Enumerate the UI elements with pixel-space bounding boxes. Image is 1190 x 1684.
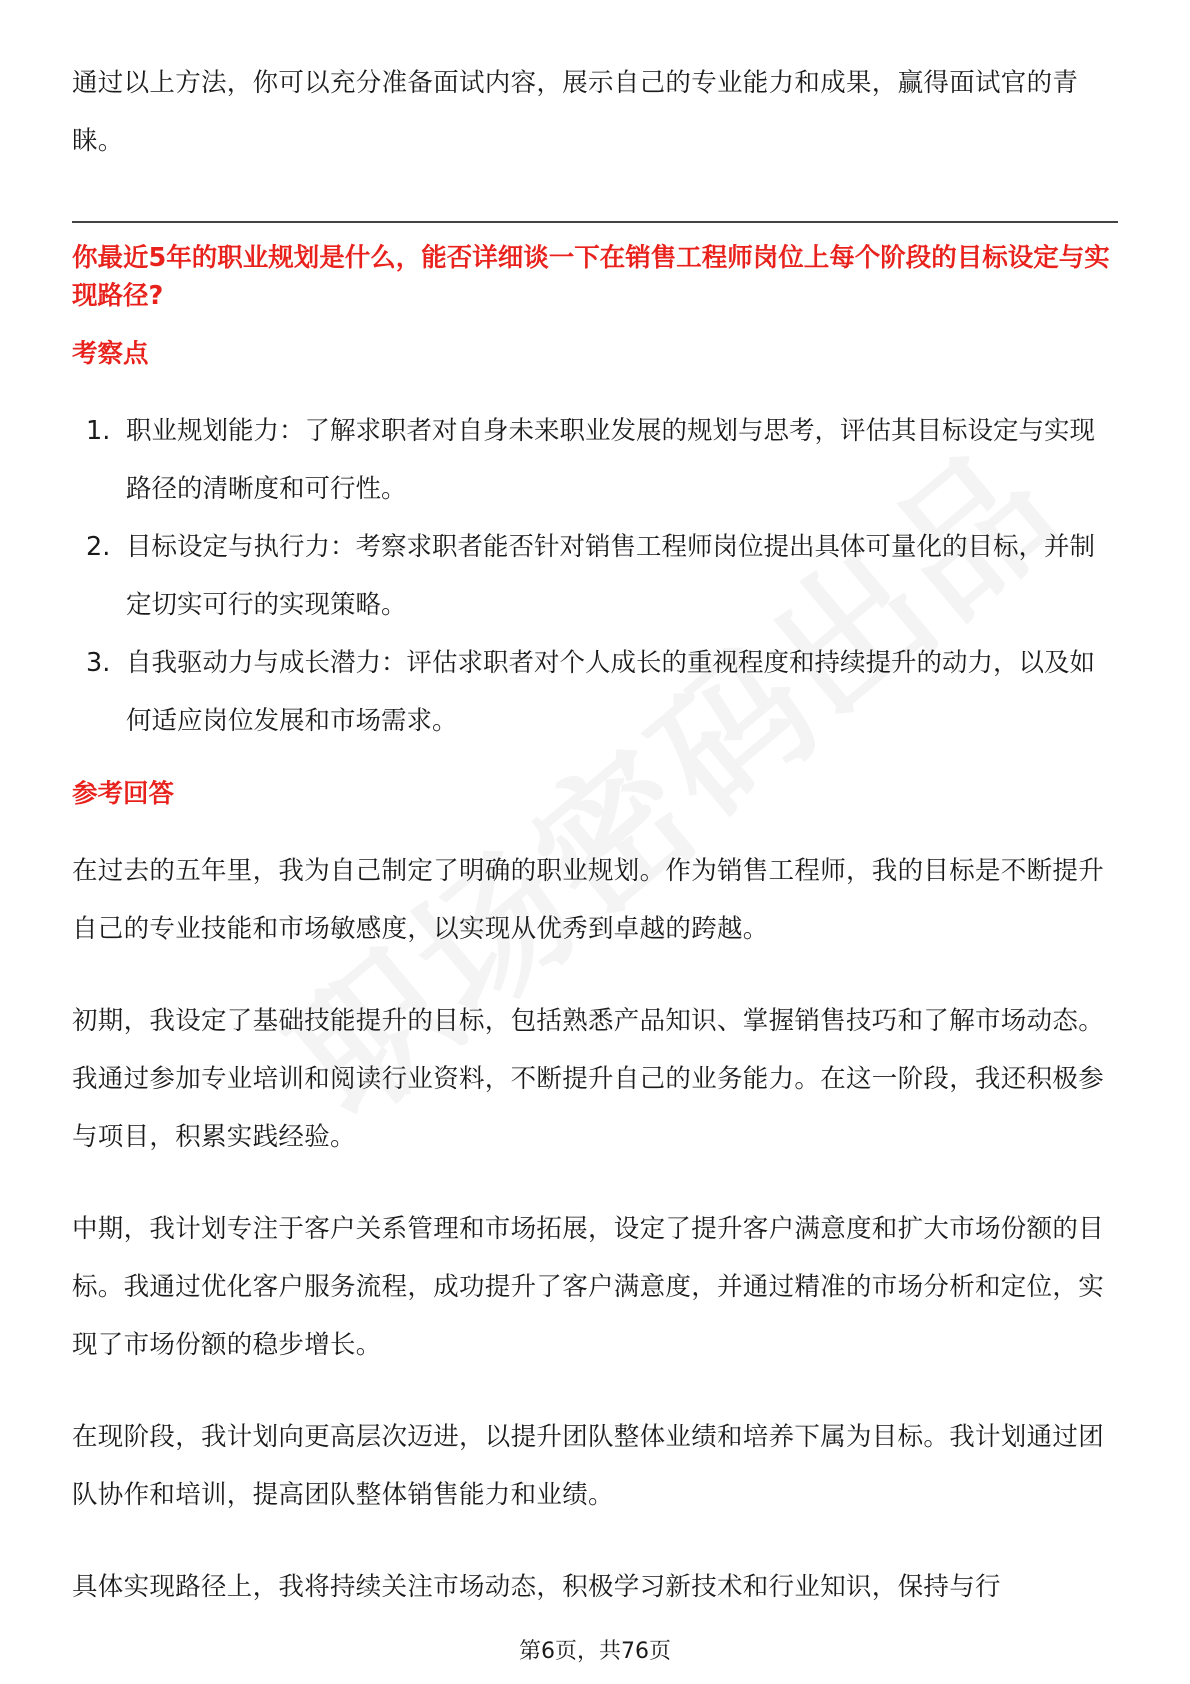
answer-paragraph: 在过去的五年里，我为自己制定了明确的职业规划。作为销售工程师，我的目标是不断提升自己的专业技能和市场敏感度，以实现从优秀到卓越的跨越。	[72, 856, 1105, 944]
list-item	[72, 518, 1118, 634]
assessment-points-heading: 考察点	[72, 339, 149, 369]
list-item-number: 1.	[86, 416, 111, 446]
list-item-number: 2.	[86, 532, 111, 562]
list-item	[72, 402, 1118, 518]
answer-paragraph: 具体实现路径上，我将持续关注市场动态，积极学习新技术和行业知识，保持与行	[72, 1572, 1001, 1602]
intro-paragraph: 通过以上方法，你可以充分准备面试内容，展示自己的专业能力和成果，赢得面试官的青睐。	[72, 68, 1079, 156]
section-divider	[72, 221, 1118, 223]
answer-paragraph: 中期，我计划专注于客户关系管理和市场拓展，设定了提升客户满意度和扩大市场份额的目标。我通过优化客户服务流程，成功提升了客户满意度，并通过精准的市场分析和定位，实现了市场份额的稳步增长。	[72, 1214, 1105, 1360]
list-item-text: 目标设定与执行力：考察求职者能否针对销售工程师岗位提出具体可量化的目标，并制定切实可行的实现策略。	[126, 532, 1096, 620]
list-item	[72, 634, 1118, 750]
list-item-text: 职业规划能力：了解求职者对自身未来职业发展的规划与思考，评估其目标设定与实现路径的清晰度和可行性。	[126, 416, 1096, 504]
question-title: 你最近5年的职业规划是什么，能否详细谈一下在销售工程师岗位上每个阶段的目标设定与实现路径?	[72, 243, 1110, 311]
list-item-text: 自我驱动力与成长潜力：评估求职者对个人成长的重视程度和持续提升的动力，以及如何适应岗位发展和市场需求。	[126, 648, 1096, 736]
reference-answer-heading: 参考回答	[72, 779, 175, 809]
answer-paragraph: 在现阶段，我计划向更高层次迈进，以提升团队整体业绩和培养下属为目标。我计划通过团队协作和培训，提高团队整体销售能力和业绩。	[72, 1422, 1105, 1510]
list-item-number: 3.	[86, 648, 111, 678]
assessment-points-list	[72, 402, 1118, 750]
page-number-footer: 第6页，共76页	[519, 1639, 671, 1664]
answer-paragraph: 初期，我设定了基础技能提升的目标，包括熟悉产品知识、掌握销售技巧和了解市场动态。我通过参加专业培训和阅读行业资料，不断提升自己的业务能力。在这一阶段，我还积极参与项目，积累实践经验。	[72, 1006, 1105, 1152]
